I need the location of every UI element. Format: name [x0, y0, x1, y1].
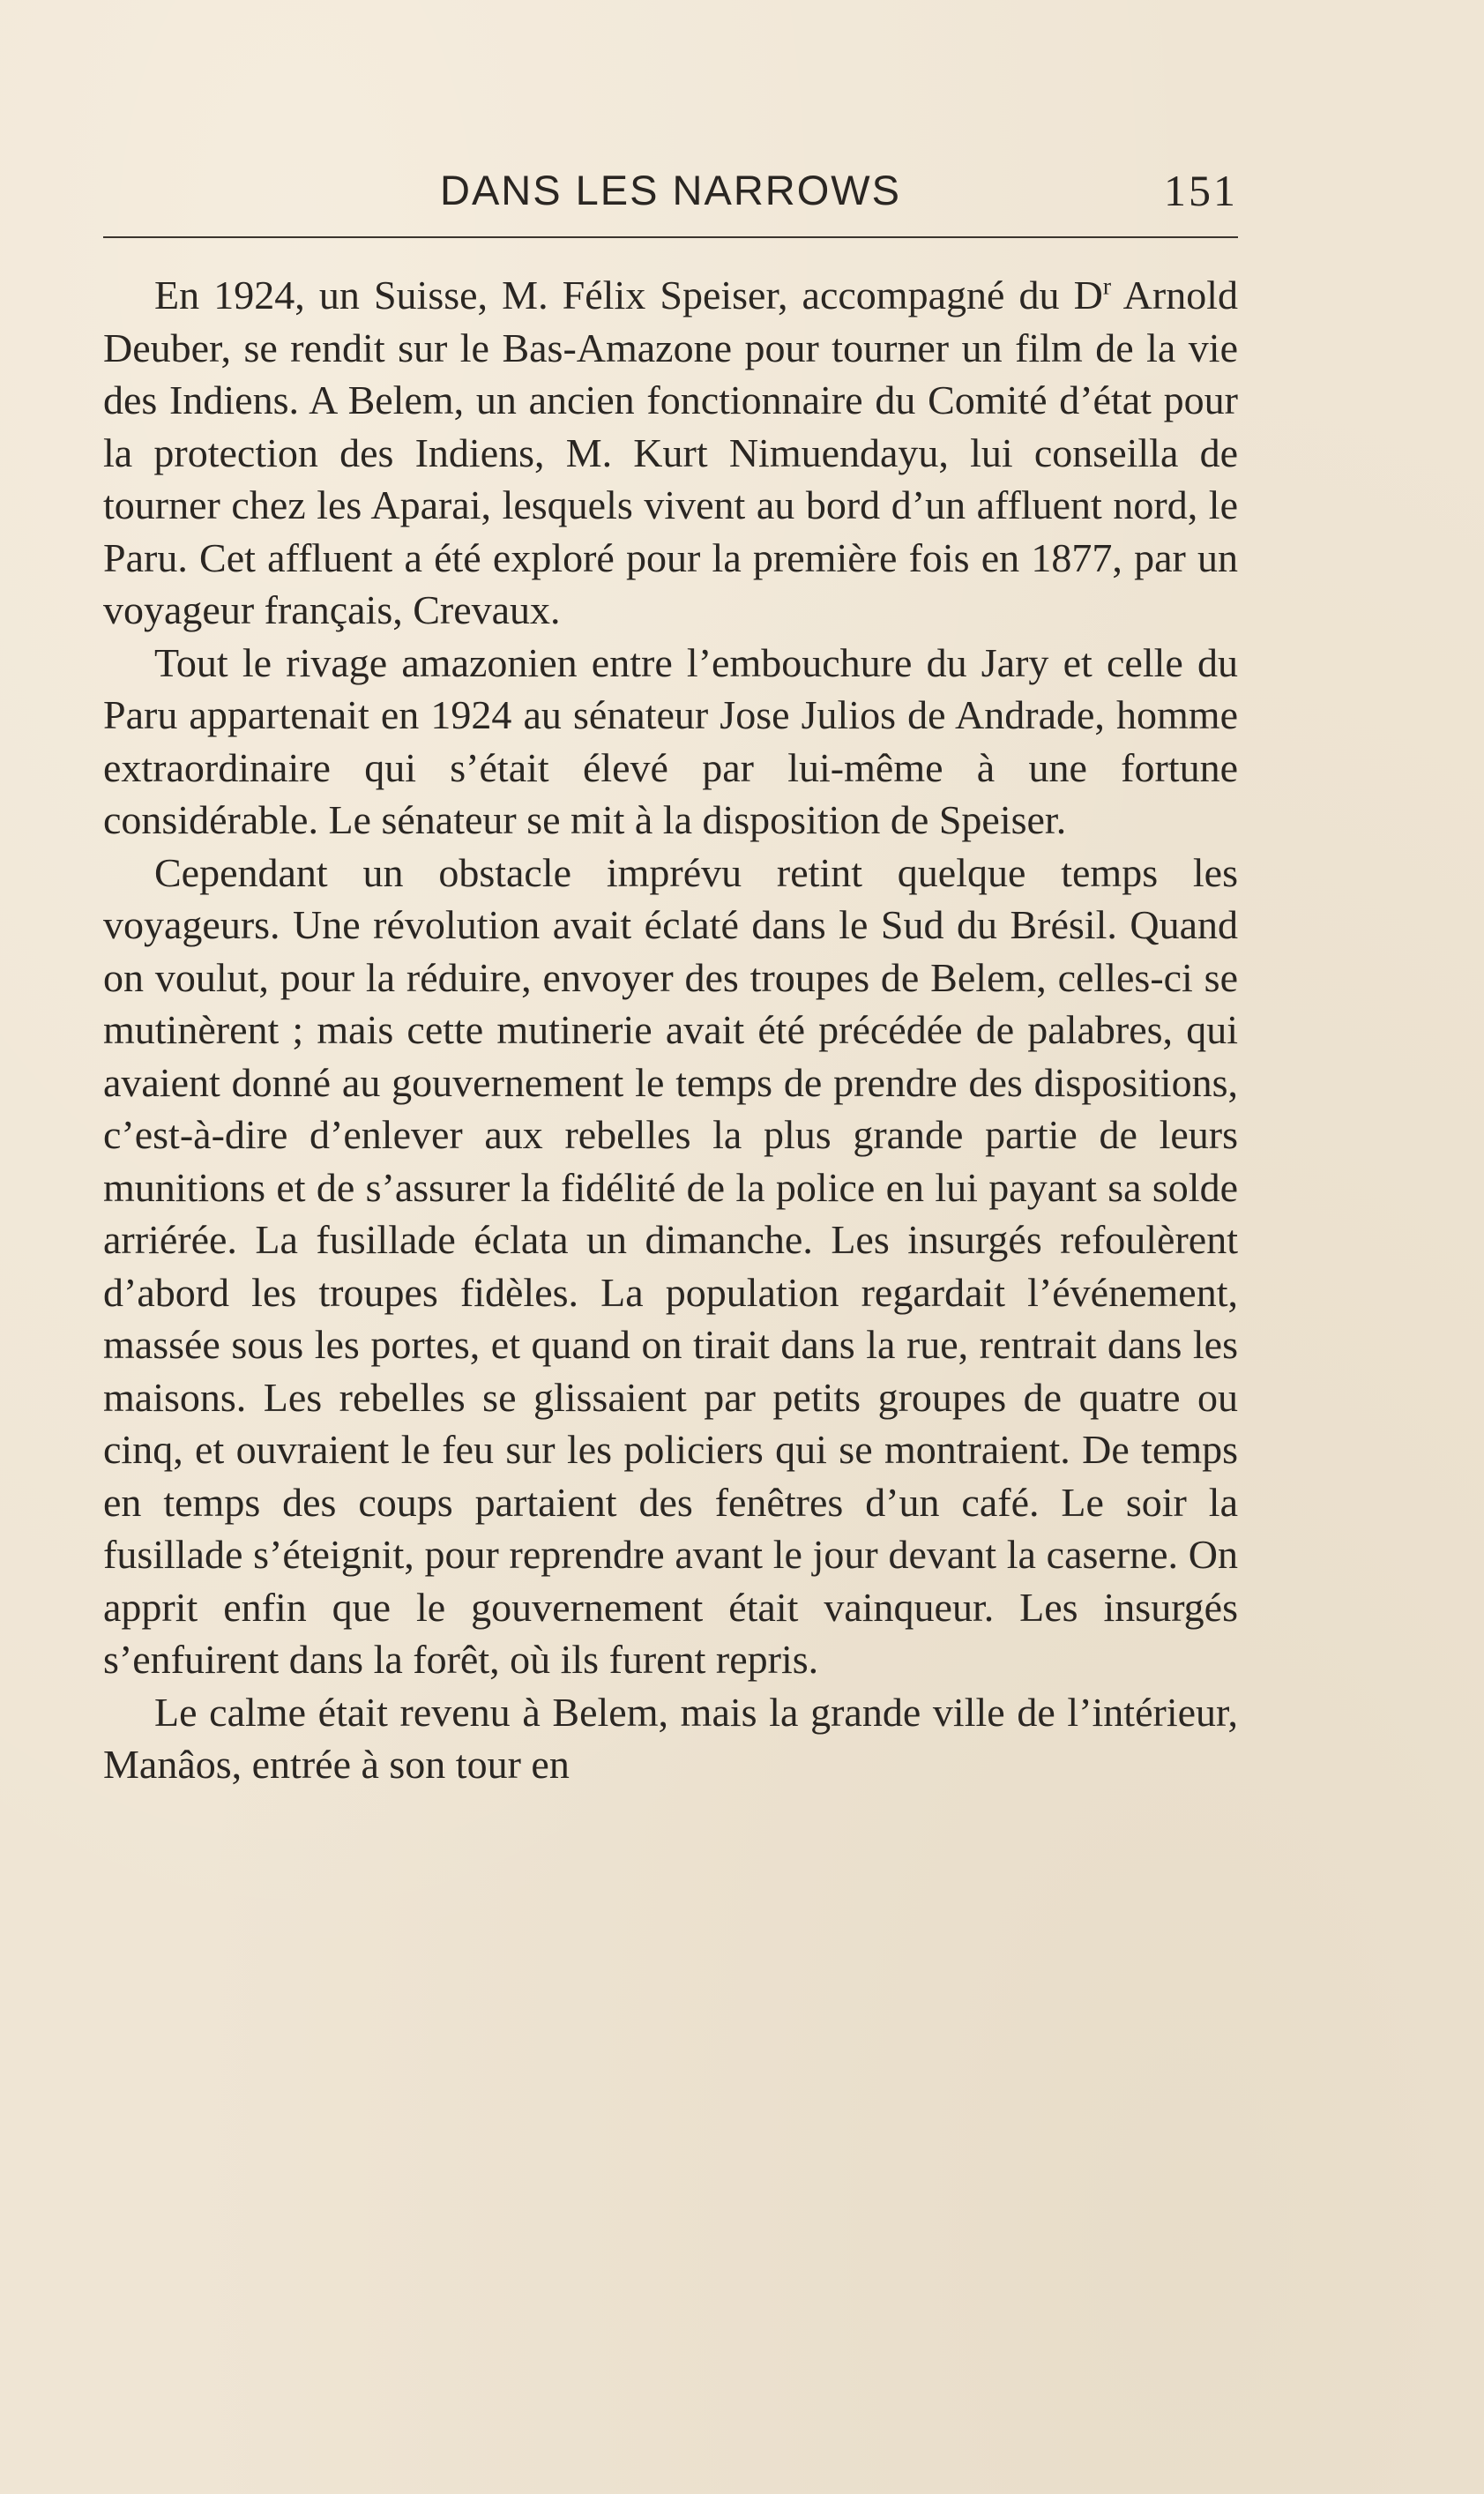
doctor-superscript: r [1102, 272, 1112, 300]
running-title: DANS LES NARROWS [440, 167, 901, 213]
paragraph-3: Cependant un obstacle imprévu retint quelque temps les voyageurs. Une révolution avait éclaté dans le Sud du Brésil. Quand on voulut, pour la réduire, envoyer des troupes de Belem, celles-ci se mutinèrent ; mais cette mutinerie avait été précédée de palabres, qui avaient donné au gouvernement le temps de prendre des dispositions, c’est-à-dire d’enlever aux rebelles la plus grande partie de leurs munitions et de s’assurer la fidélité de la police en lui payant sa solde arriérée. La fusillade éclata un dimanche. Les insurgés refoulèrent d’abord les troupes fidèles. La population regardait l’événement, massée sous les portes, et quand on tirait dans la rue, rentrait dans les maisons. Les rebelles se glissaient par petits groupes de quatre ou cinq, et ouvraient le feu sur les policiers qui se montraient. De temps en temps des coups partaient des fenêtres d’un café. Le soir la fusillade s’éteignit, pour reprendre avant le jour devant la caserne. On apprit enfin que le gouvernement était vainqueur. Les insurgés s’enfuirent dans la forêt, où ils furent repris. [103, 849, 1238, 1682]
body-text [103, 269, 1238, 1791]
paragraph-1-part1: En 1924, un Suisse, M. Félix Speiser, accompagné du D [154, 273, 1103, 317]
paragraph-2: Tout le rivage amazonien entre l’embouchure du Jary et celle du Paru appartenait en 1924 au sénateur Jose Julios de Andrade, homme extraordinaire qui s’était élevé par lui-même à une fortune considérable. Le sénateur se mit à la disposition de Speiser. [103, 639, 1238, 842]
paragraph-1-part2: Arnold Deuber, se rendit sur le Bas-Amazone pour tourner un film de la vie des Indiens. A Belem, un ancien fonctionnaire du Comité d’état pour la protection des Indiens, M. Kurt Nimuendayu, lui conseilla de tourner chez les Aparai, lesquels vivent au bord d’un affluent nord, le Paru. Cet affluent a été exploré pour la première fois en 1877, par un voyageur français, Crevaux. [103, 273, 1238, 632]
paragraph-4: Le calme était revenu à Belem, mais la grande ville de l’intérieur, Manâos, entrée à son tour en [103, 1689, 1238, 1787]
paragraph-1 [103, 269, 1238, 637]
page-header [103, 164, 1238, 217]
header-rule [103, 236, 1238, 238]
page-number: 151 [1164, 166, 1238, 215]
